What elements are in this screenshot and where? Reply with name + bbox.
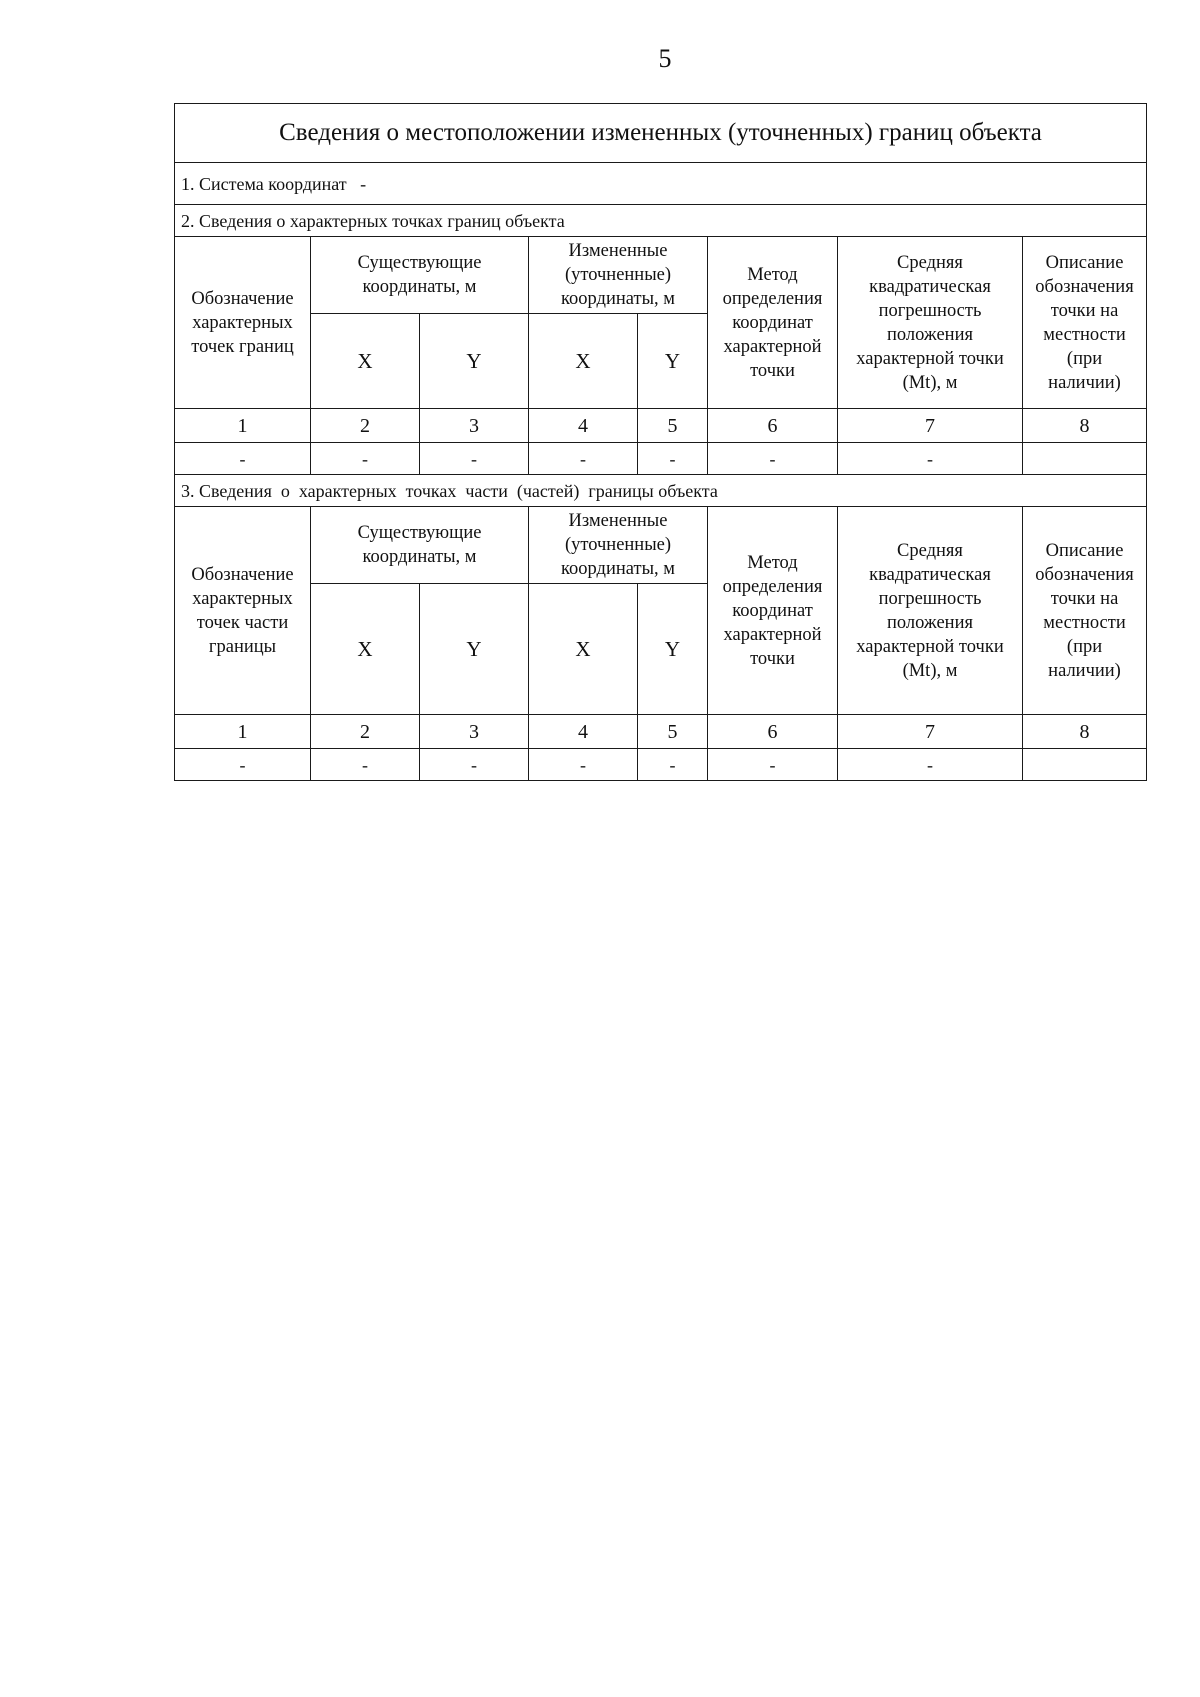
column-number-row [175,715,1147,749]
header-designation: Обозначение характерных точек границ [175,237,311,409]
table-cell: - [708,749,838,781]
column-number: 5 [638,409,708,443]
column-number: 1 [175,409,311,443]
table-cell: - [420,443,529,475]
table-cell [1023,749,1147,781]
section-1-coordinate-system: 1. Система координат - [175,163,1147,205]
table-cell [1023,443,1147,475]
table-cell: - [638,443,708,475]
header-mean-square-error: Средняя квадратическая погрешность положения характерной точки (Mt), м [838,507,1023,715]
column-number: 6 [708,409,838,443]
table-cell: - [311,443,420,475]
header-existing-coordinates: Существующие координаты, м [311,237,529,314]
header-point-description: Описание обозначения точки на местности (при наличии) [1023,507,1147,715]
table-row [175,443,1147,475]
table-cell: - [175,749,311,781]
section-3-title: 3. Сведения о характерных точках части (частей) границы объекта [175,475,1147,507]
column-number: 3 [420,409,529,443]
header-existing-y: Y [420,584,529,715]
header-changed-x: X [529,584,638,715]
header-changed-y: Y [638,314,708,409]
header-mean-square-error: Средняя квадратическая погрешность положения характерной точки (Mt), м [838,237,1023,409]
header-existing-y: Y [420,314,529,409]
page-number: 5 [658,44,672,73]
header-changed-coordinates: Измененные (уточненные) координаты, м [529,237,708,314]
table-cell: - [838,749,1023,781]
column-number: 3 [420,715,529,749]
column-number: 2 [311,409,420,443]
header-method: Метод определения координат характерной точки [708,237,838,409]
column-number: 5 [638,715,708,749]
header-existing-coordinates: Существующие координаты, м [311,507,529,584]
header-changed-coordinates: Измененные (уточненные) координаты, м [529,507,708,584]
column-number-row [175,409,1147,443]
table-cell: - [838,443,1023,475]
column-number: 1 [175,715,311,749]
section-2-title: 2. Сведения о характерных точках границ объекта [175,205,1147,237]
header-point-description: Описание обозначения точки на местности (при наличии) [1023,237,1147,409]
column-number: 7 [838,409,1023,443]
table-cell: - [708,443,838,475]
column-number: 2 [311,715,420,749]
header-existing-x: X [311,314,420,409]
column-number: 8 [1023,715,1147,749]
table-title: Сведения о местоположении измененных (уточненных) границ объекта [175,104,1147,163]
table-cell: - [311,749,420,781]
column-number: 6 [708,715,838,749]
header-designation: Обозначение характерных точек части границы [175,507,311,715]
column-number: 4 [529,715,638,749]
table-cell: - [529,749,638,781]
header-changed-y: Y [638,584,708,715]
table-cell: - [420,749,529,781]
header-method: Метод определения координат характерной точки [708,507,838,715]
table-row [175,749,1147,781]
header-existing-x: X [311,584,420,715]
table-cell: - [175,443,311,475]
column-number: 4 [529,409,638,443]
column-number: 8 [1023,409,1147,443]
table-cell: - [638,749,708,781]
column-number: 7 [838,715,1023,749]
header-changed-x: X [529,314,638,409]
table-cell: - [529,443,638,475]
boundary-info-table [174,103,1147,781]
